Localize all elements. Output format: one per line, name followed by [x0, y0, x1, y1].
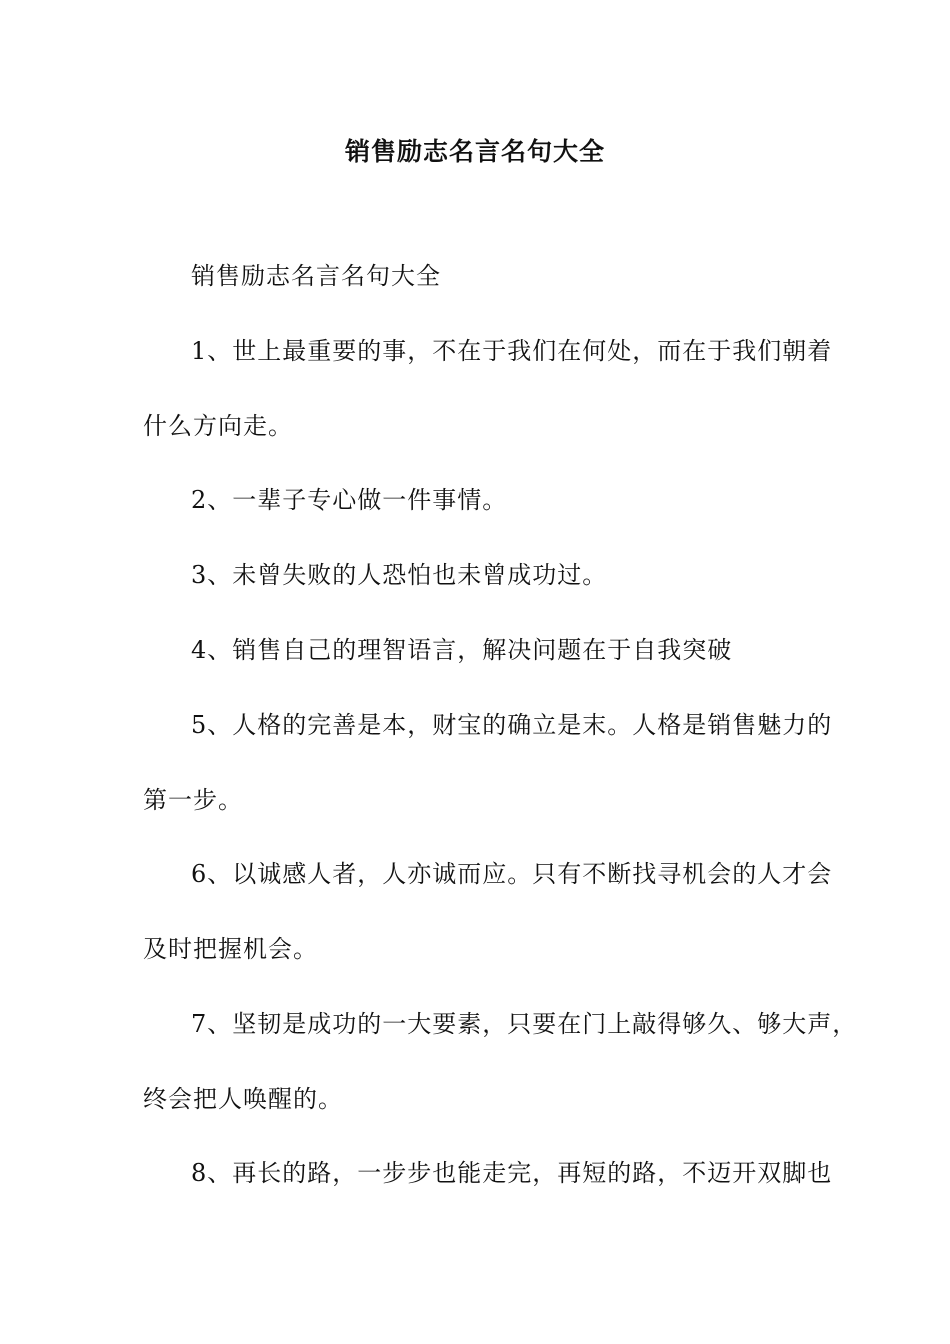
quote-1-line-1: 1、世上最重要的事，不在于我们在何处，而在于我们朝着 [191, 337, 833, 365]
quote-3: 3、未曾失败的人恐怕也未曾成功过。 [191, 561, 608, 589]
quote-6-line-1: 6、以诚感人者，人亦诚而应。只有不断找寻机会的人才会 [191, 860, 833, 888]
document-subtitle: 销售励志名言名句大全 [191, 262, 441, 290]
quote-2: 2、一辈子专心做一件事情。 [191, 486, 508, 514]
quote-8-line-1: 8、再长的路，一步步也能走完，再短的路，不迈开双脚也 [191, 1159, 833, 1187]
quote-4: 4、销售自己的理智语言，解决问题在于自我突破 [191, 636, 733, 664]
quote-7-line-2: 终会把人唤醒的。 [143, 1085, 343, 1113]
document-title: 销售励志名言名句大全 [344, 137, 605, 166]
quote-1-line-2: 什么方向走。 [143, 412, 293, 440]
quote-7-line-1: 7、坚韧是成功的一大要素，只要在门上敲得够久、够大声， [191, 1010, 858, 1038]
quote-5-line-1: 5、人格的完善是本，财宝的确立是末。人格是销售魅力的 [191, 711, 833, 739]
quote-6-line-2: 及时把握机会。 [143, 935, 318, 963]
quote-5-line-2: 第一步。 [143, 786, 243, 814]
